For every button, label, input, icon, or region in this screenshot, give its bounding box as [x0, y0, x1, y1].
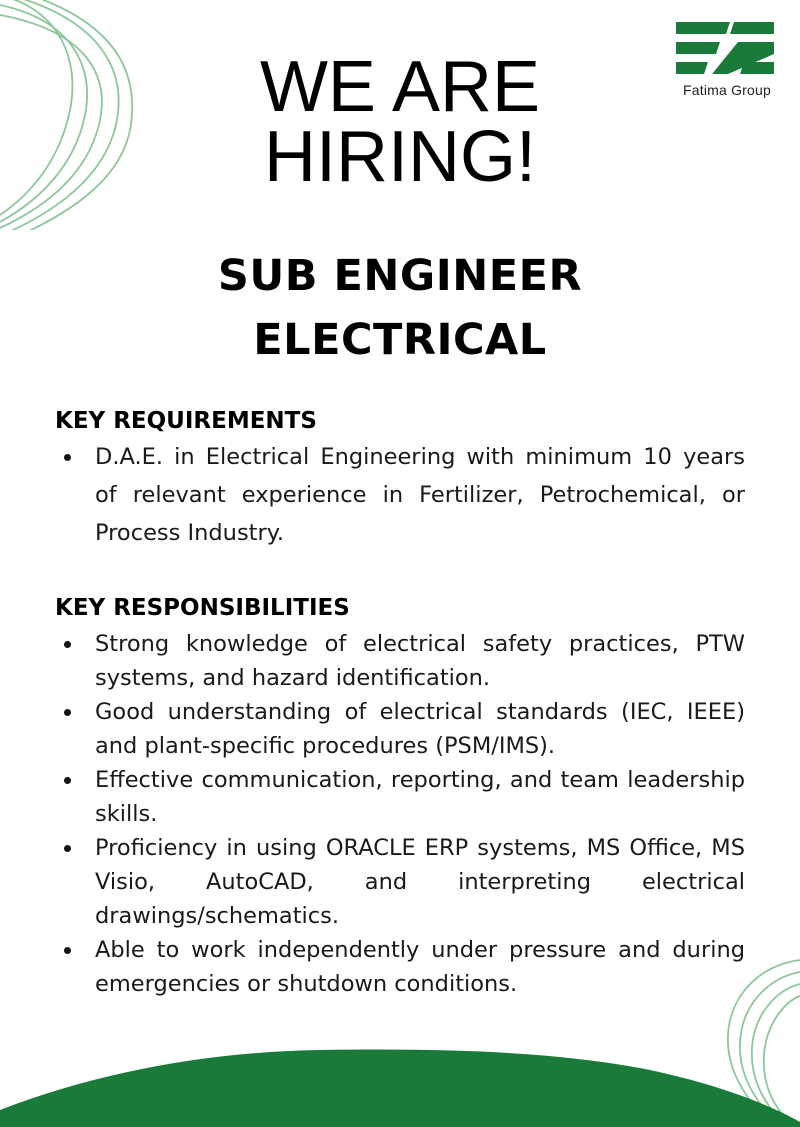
key-requirements-section — [55, 406, 745, 552]
responsibility-item: Strong knowledge of electrical safety practices, PTW systems, and hazard identification. — [55, 627, 745, 695]
requirements-heading: KEY REQUIREMENTS — [55, 408, 317, 434]
responsibility-item: Proficiency in using ORACLE ERP systems, MS Office, MS Visio, AutoCAD, and interpreting electrical drawings/schematics. — [55, 831, 745, 933]
key-responsibilities-section — [55, 593, 745, 1001]
responsibility-item: Effective communication, reporting, and team leadership skills. — [55, 763, 745, 831]
responsibility-item: Good understanding of electrical standards (IEC, IEEE) and plant-specific procedures (PSM/IMS). — [55, 695, 745, 763]
green-wave-footer — [0, 1040, 800, 1127]
hiring-headline — [0, 47, 800, 197]
requirement-item: D.A.E. in Electrical Engineering with minimum 10 years of relevant experience in Fertilizer, Petrochemical, or Process Industry. — [55, 438, 745, 552]
job-title — [0, 244, 800, 372]
responsibility-item: Able to work independently under pressure and during emergencies or shutdown conditions. — [55, 933, 745, 1001]
job-title-line-2: ELECTRICAL — [253, 315, 547, 365]
job-title-line-1: SUB ENGINEER — [217, 251, 583, 301]
responsibilities-list — [55, 627, 745, 1001]
headline-line-1: WE ARE — [259, 47, 541, 127]
responsibilities-heading: KEY RESPONSIBILITIES — [55, 595, 350, 621]
brand-name: Fatima Group — [683, 82, 771, 98]
requirements-list — [55, 438, 745, 552]
headline-line-2: HIRING! — [263, 117, 536, 197]
